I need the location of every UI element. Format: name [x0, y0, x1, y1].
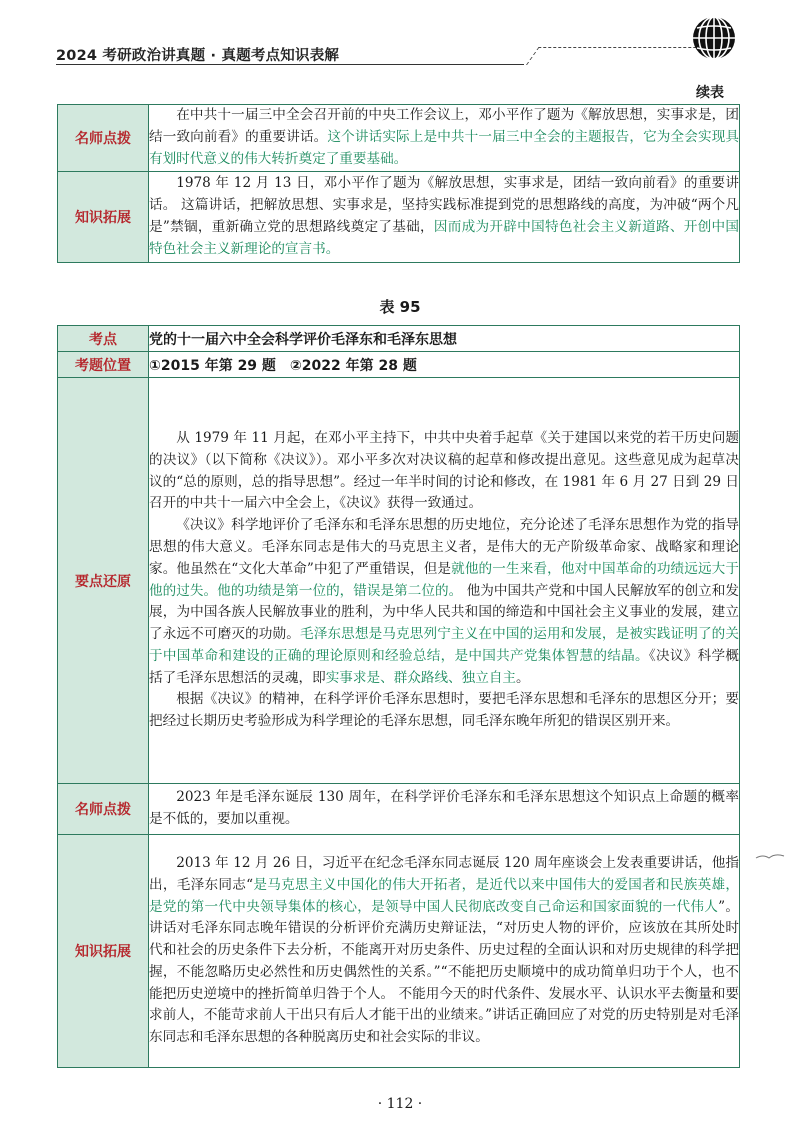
table-row — [58, 378, 740, 784]
position-value: ①2015 年第 29 题 ②2022 年第 28 题 — [149, 352, 740, 378]
row-content-tuozhan — [149, 172, 740, 263]
paragraph — [149, 428, 739, 515]
paragraph — [149, 515, 739, 689]
text-segment: 《决议》科学地评价了毛泽东和毛泽东思想的历史地位，充分论述了毛泽东思想作为党的指导思想的伟大意义。毛泽东同志是伟大的马克思主义者，是伟大的无产阶级革命家、战略家和理论家。他虽然在“文化大革命”中犯了严重错误，但是 — [149, 517, 739, 577]
table-caption: 表 95 — [379, 298, 421, 316]
row-content-yaodian — [149, 378, 740, 784]
text-segment: 从 1979 年 11 月起，在邓小平主持下，中共中央着手起草《关于建国以来党的若干历史问题的决议》（以下简称《决议》）。邓小平多次对决议稿的起草和修改提出意见。这些意见成为起草决议的“总的原则，总的指导思想”。经过一年半时间的讨论和修改，在 1981 年 6 月 27 日到 29 日召开的中共十一届六中全会上，《决议》获得一致通过。 — [149, 429, 739, 512]
row-label-kaodian: 考点 — [58, 326, 149, 352]
highlight-segment: 是马克思主义中国化的伟大开拓者，是近代以来中国伟大的爱国者和民族英雄，是党的第一代中央领导集体的核心，是领导中国人民彻底改变自己命运和国家面貌的一代伟人 — [149, 876, 739, 915]
highlight-segment: 这个讲话实际上是中共十一届三中全会的主题报告，它为全会实现具有划时代意义的伟大转折奠定了重要基础。 — [149, 129, 740, 167]
row-label-yaodian: 要点还原 — [58, 378, 149, 784]
text-segment: 2013 年 12 月 26 日，习近平在纪念毛泽东同志诞辰 120 周年座谈会上发表重要讲话，他指出，毛泽东同志“ — [149, 854, 739, 893]
page-header — [0, 0, 800, 80]
header-rule — [56, 64, 524, 65]
row-content-mingshi — [149, 784, 740, 835]
highlight-segment: 因而成为开辟中国特色社会主义新道路、开创中国特色社会主义新理论的宣言书。 — [149, 219, 740, 257]
table-94-continued — [57, 104, 740, 263]
table-row — [58, 326, 740, 352]
row-label-tuozhan: 知识拓展 — [58, 835, 149, 1068]
row-content-mingshi — [149, 105, 740, 172]
text-segment: 在中共十一届三中全会召开前的中央工作会议上，邓小平作了题为《解放思想，实事求是，团结一致向前看》的重要讲话。 — [149, 107, 739, 146]
row-label-tuozhan: 知识拓展 — [58, 172, 149, 263]
row-label-position: 考题位置 — [58, 352, 149, 378]
table-row — [58, 784, 740, 835]
header-dashed-rule — [526, 47, 702, 65]
table-row — [58, 835, 740, 1068]
row-label-mingshi: 名师点拨 — [58, 784, 149, 835]
highlight-segment: 实事求是、群众路线、独立自主 — [325, 669, 517, 686]
text-segment: 2023 年是毛泽东诞辰 130 周年，在科学评价毛泽东和毛泽东思想这个知识点上命题的概率是不低的，要加以重视。 — [149, 789, 739, 827]
book-title: 2024 考研政治讲真题 · 真题考点知识表解 — [56, 48, 340, 64]
kaodian-value: 党的十一届六中全会科学评价毛泽东和毛泽东思想 — [149, 326, 740, 352]
page-number: · 112 · — [377, 1096, 423, 1112]
table-row — [58, 352, 740, 378]
text-segment: 他为中国共产党和中国人民解放军的创立和发展，为中国各族人民解放事业的胜利，为中华人民共和国的缔造和中国社会主义事业的发展，建立了永远不可磨灭的功勋。 — [149, 582, 739, 643]
globe-icon — [690, 14, 738, 62]
row-content-tuozhan — [149, 835, 740, 1068]
text-segment: 1978 年 12 月 13 日，邓小平作了题为《解放思想，实事求是，团结一致向前看》的重要讲话。 这篇讲话，把解放思想、实事求是，坚持实践标准提到党的思想路线的高度，为冲破“两个凡是”禁锢，重新确立党的思想路线奠定了基础， — [149, 175, 739, 235]
highlight-segment: 毛泽东思想是马克思列宁主义在中国的运用和发展，是被实践证明了的关于中国革命和建设的正确的理论原则和经验总结，是中国共产党集体智慧的结晶。 — [149, 626, 740, 664]
continued-label: 续表 — [696, 85, 724, 101]
paragraph — [149, 689, 739, 733]
row-label-mingshi: 名师点拨 — [58, 105, 149, 172]
table-95 — [57, 325, 740, 1068]
highlight-segment: 就他的一生来看，他对中国革命的功绩远远大于他的过失。他的功绩是第一位的，错误是第二位的。 — [149, 560, 739, 599]
bird-doodle — [755, 852, 785, 862]
text-segment: 《决议》科学概括了毛泽东思想活的灵魂，即 — [149, 647, 739, 686]
text-segment: ”。 讲话对毛泽东同志晚年错误的分析评价充满历史辩证法，“对历史人物的评价，应该放在其所处时代和社会的历史条件下去分析，不能离开对历史条件、历史过程的全面认识和对历史规律的科学把握，不能忽略历史必然性和历史偶然性的关系。”“不能把历史顺境中的成功简单归功于个人，也不能把历史逆境中的挫折简单归咎于个人。 不能用今天的时代条件、发展水平、认识水平去衡量和要求前人，不能苛求前人干出只有后人才能干出的业绩来。”讲话正确回应了对党的历史特别是对毛泽东同志和毛泽东思想的各种脱离历史和社会实际的非议。 — [149, 898, 740, 1046]
table-row — [58, 105, 740, 172]
text-segment: 根据《决议》的精神，在科学评价毛泽东思想时，要把毛泽东思想和毛泽东的思想区分开；要把经过长期历史考验形成为科学理论的毛泽东思想，同毛泽东晚年所犯的错误区别开来。 — [149, 691, 739, 730]
text-segment: 。 — [516, 669, 530, 686]
table-row — [58, 172, 740, 263]
